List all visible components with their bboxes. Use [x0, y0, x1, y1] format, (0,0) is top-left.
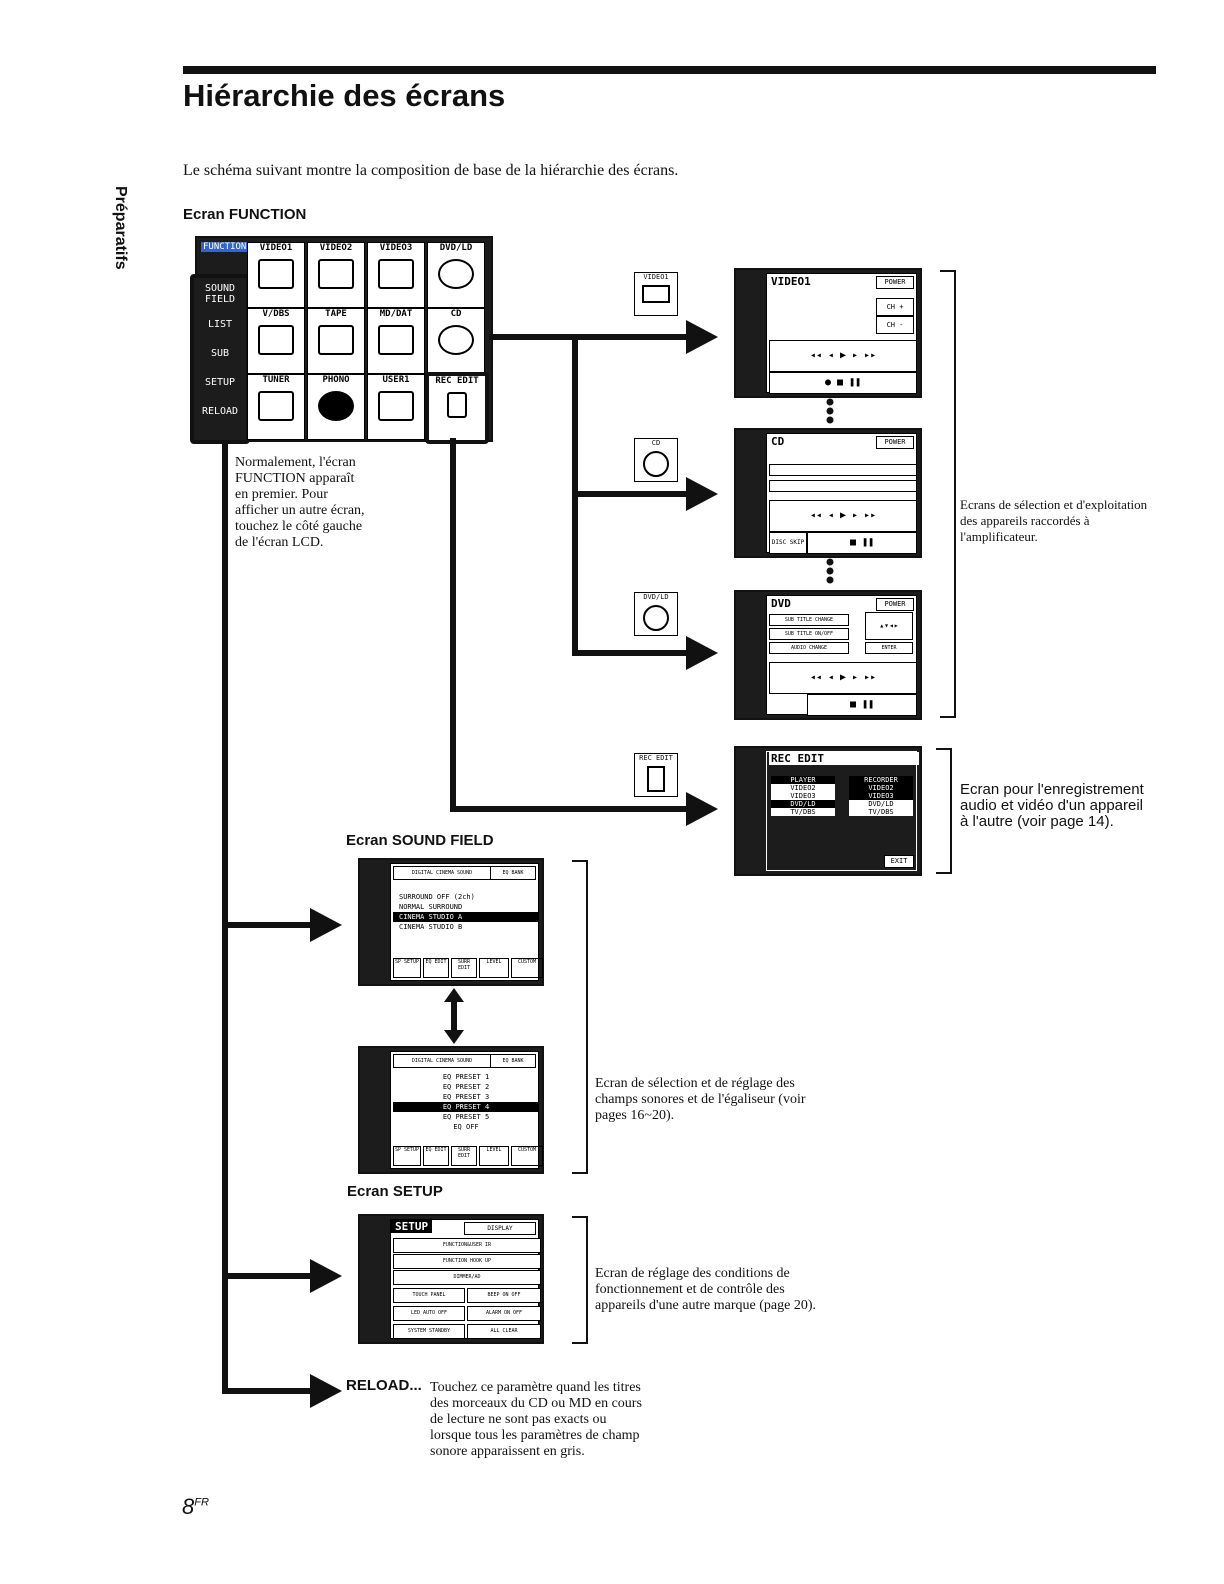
display-button[interactable]: DISPLAY	[464, 1222, 536, 1235]
video1-title: VIDEO1	[771, 275, 811, 288]
arrow-right-icon	[310, 1374, 342, 1408]
cell-tape[interactable]: TAPE	[307, 308, 365, 374]
recorder-item[interactable]: VIDEO3	[849, 792, 913, 800]
sound-field-buttons	[393, 958, 543, 978]
list-item[interactable]: SURROUND OFF (2ch)	[399, 893, 475, 901]
custom-button[interactable]: CUSTOM	[511, 958, 543, 978]
setup-note: Ecran de réglage des conditions de fonctionnement et de contrôle des appareils d'une autre marque (page 20).	[595, 1266, 816, 1313]
exit-button[interactable]: EXIT	[884, 855, 914, 868]
recorder-column	[849, 776, 913, 816]
cell-dvd-ld[interactable]: DVD/LD	[427, 242, 485, 308]
list-item[interactable]: EQ PRESET 3	[442, 1093, 490, 1101]
player-column	[771, 776, 835, 816]
arrow-right-icon	[686, 320, 718, 354]
reload-branch	[222, 1388, 312, 1394]
list-item[interactable]: NORMAL SURROUND	[399, 903, 463, 911]
setup-title: SETUP	[391, 1220, 432, 1233]
level-button[interactable]: LEVEL	[479, 958, 509, 978]
cd-small-icon: CD	[634, 438, 678, 482]
md-icon	[378, 325, 414, 355]
vcr-icon	[258, 259, 294, 289]
player-item[interactable]: TV/DBS	[790, 808, 816, 816]
power-button[interactable]: POWER	[876, 276, 914, 289]
surr-edit-button[interactable]: SURR EDIT	[451, 958, 477, 978]
cell-user1[interactable]: USER1	[367, 374, 425, 440]
setup-screen	[358, 1214, 544, 1344]
arrow-right-icon	[686, 477, 718, 511]
alarm-toggle-button[interactable]: ALARM ON OFF	[467, 1306, 541, 1321]
video1-screen	[734, 268, 922, 398]
transport-controls[interactable]: ◂◂ ◂ ▶ ▸ ▸▸	[769, 340, 917, 372]
dvd-small-icon: DVD/LD	[634, 592, 678, 636]
custom-button[interactable]: CUSTOM	[511, 1146, 543, 1166]
cassette-icon	[318, 325, 354, 355]
devices-note: Ecrans de sélection et d'exploitation des appareils raccordés à l'amplificateur.	[960, 497, 1148, 544]
side-tab: Préparatifs	[112, 186, 129, 270]
cd-branch	[572, 491, 688, 497]
sound-field-list	[393, 892, 539, 932]
intro-text: Le schéma suivant montre la composition de base de la hiérarchie des écrans.	[183, 162, 679, 179]
function-hook-up-button[interactable]: FUNCTION HOOK UP	[393, 1254, 541, 1269]
cd-title: CD	[771, 435, 785, 448]
cell-video3[interactable]: VIDEO3	[367, 242, 425, 308]
sound-field-screen-1	[358, 858, 544, 986]
eq-bank-tab[interactable]: EQ BANK	[490, 866, 536, 880]
sp-setup-button[interactable]: SP SETUP	[393, 1146, 421, 1166]
vcr-icon	[378, 259, 414, 289]
section-sound-field: Ecran SOUND FIELD	[346, 832, 494, 849]
recorder-item[interactable]: VIDEO2	[849, 784, 913, 792]
monitor-icon	[378, 391, 414, 421]
recedit-note: Ecran pour l'enregistrement audio et vidéo d'un appareil à l'autre (voir page 14).	[960, 781, 1144, 830]
player-item[interactable]: VIDEO2	[790, 784, 816, 792]
digital-cinema-sound-tab[interactable]: DIGITAL CINEMA SOUND	[393, 1054, 491, 1068]
sound-branch	[222, 922, 312, 928]
title-rule	[183, 66, 1156, 74]
list-item[interactable]: CINEMA STUDIO A	[393, 912, 539, 922]
arrow-right-icon	[686, 792, 718, 826]
cd-level-bar	[769, 480, 917, 492]
recorder-item[interactable]: TV/DBS	[868, 808, 894, 816]
menu-sub[interactable]: SUB	[210, 348, 230, 359]
cell-cd[interactable]: CD	[427, 308, 485, 374]
rec-edit-icon	[447, 392, 467, 418]
list-item[interactable]: CINEMA STUDIO B	[399, 923, 463, 931]
setup-branch	[222, 1273, 312, 1279]
list-item[interactable]: EQ PRESET 2	[442, 1083, 490, 1091]
beep-toggle-button[interactable]: BEEP ON OFF	[467, 1288, 541, 1303]
cell-tuner[interactable]: TUNER	[247, 374, 305, 440]
cell-md-dat[interactable]: MD/DAT	[367, 308, 425, 374]
left-trunk-line	[222, 440, 228, 1390]
dvd-title: DVD	[771, 597, 791, 610]
recorder-item[interactable]: DVD/LD	[868, 800, 894, 808]
reload-note: Touchez ce paramètre quand les titres des morceaux du CD ou MD en cours de lecture ne sont pas exacts ou lorsque tous les paramètres de champ sonore apparaissent en gris.	[430, 1380, 642, 1459]
section-setup: Ecran SETUP	[347, 1183, 443, 1200]
list-item[interactable]: EQ PRESET 4	[393, 1102, 539, 1112]
devices-bracket	[940, 270, 956, 718]
eq-edit-button[interactable]: EQ EDIT	[423, 958, 449, 978]
eq-edit-button[interactable]: EQ EDIT	[423, 1146, 449, 1166]
list-item[interactable]: EQ PRESET 1	[442, 1073, 490, 1081]
surr-edit-button[interactable]: SURR EDIT	[451, 1146, 477, 1166]
sound-field-buttons	[393, 1146, 543, 1166]
level-button[interactable]: LEVEL	[479, 1146, 509, 1166]
disc-skip-button[interactable]: DISC SKIP	[769, 532, 807, 554]
ellipsis-dots-icon	[824, 558, 836, 584]
record-controls[interactable]: ● ■ ❚❚	[769, 372, 917, 394]
digital-cinema-sound-tab[interactable]: DIGITAL CINEMA SOUND	[393, 866, 491, 880]
function-screen	[195, 236, 493, 442]
tv-icon	[258, 325, 294, 355]
menu-sound-field[interactable]: SOUND FIELD	[204, 283, 236, 305]
recorder-label: RECORDER	[849, 776, 913, 784]
eq-bank-tab[interactable]: EQ BANK	[490, 1054, 536, 1068]
dvd-screen	[734, 590, 922, 720]
function-tab[interactable]: FUNCTION	[203, 242, 247, 252]
list-item[interactable]: EQ PRESET 5	[442, 1113, 490, 1121]
cell-tv-dbs[interactable]: V/DBS	[247, 308, 305, 374]
function-menu	[190, 274, 250, 444]
device-branch	[489, 334, 689, 340]
sub-title-onoff-button[interactable]: SUB TITLE ON/OFF	[769, 628, 849, 640]
section-function: Ecran FUNCTION	[183, 206, 307, 223]
eq-preset-list	[393, 1072, 539, 1132]
stop-pause-controls[interactable]: ■ ❚❚	[807, 694, 917, 716]
recedit-bracket	[936, 748, 952, 874]
system-standby-button[interactable]: SYSTEM STANDBY	[393, 1324, 465, 1339]
arrow-right-icon	[686, 636, 718, 670]
player-item[interactable]: DVD/LD	[771, 800, 835, 808]
player-label: PLAYER	[771, 776, 835, 784]
page-title: Hiérarchie des écrans	[183, 78, 506, 113]
cd-screen	[734, 428, 922, 558]
function-user-ir-button[interactable]: FUNCTION&USER IR	[393, 1238, 541, 1253]
setup-bracket	[572, 1216, 588, 1344]
page-number: $8^{FR}$	[182, 1494, 209, 1519]
double-arrow-icon	[444, 988, 464, 1044]
recedit-title: REC EDIT	[769, 752, 919, 765]
power-button[interactable]: POWER	[876, 598, 914, 611]
record-icon	[318, 391, 354, 421]
transport-controls[interactable]: ◂◂ ◂ ▶ ▸ ▸▸	[769, 662, 917, 694]
menu-setup[interactable]: SETUP	[204, 377, 236, 388]
vcr-icon	[318, 259, 354, 289]
cursor-pad[interactable]: ▴▾◂▸	[865, 612, 913, 640]
cell-video2[interactable]: VIDEO2	[307, 242, 365, 308]
disc-icon	[438, 259, 474, 289]
cell-rec-edit[interactable]: REC EDIT	[425, 372, 489, 444]
arrow-right-icon	[310, 908, 342, 942]
tuner-icon	[258, 391, 294, 421]
recedit-small-icon: REC EDIT	[634, 753, 678, 797]
transport-controls[interactable]: ◂◂ ◂ ▶ ▸ ▸▸	[769, 500, 917, 532]
arrow-right-icon	[310, 1259, 342, 1293]
dvd-branch	[572, 650, 688, 656]
ellipsis-dots-icon	[824, 398, 836, 424]
menu-list[interactable]: LIST	[207, 319, 233, 330]
touch-panel-button[interactable]: TOUCH PANEL	[393, 1288, 465, 1303]
led-auto-off-button[interactable]: LED AUTO OFF	[393, 1306, 465, 1321]
menu-reload[interactable]: RELOAD	[201, 406, 239, 417]
section-reload: RELOAD...	[346, 1377, 422, 1394]
cell-phono[interactable]: PHONO	[307, 374, 365, 440]
ch-up-button[interactable]: CH +	[876, 298, 914, 316]
dimmer-button[interactable]: DIMMER/AD	[393, 1270, 541, 1285]
sound-bracket	[572, 860, 588, 1174]
sub-title-change-button[interactable]: SUB TITLE CHANGE	[769, 614, 849, 626]
cell-video1[interactable]: VIDEO1	[247, 242, 305, 308]
sound-note: Ecran de sélection et de réglage des champs sonores et de l'égaliseur (voir pages 16~20).	[595, 1076, 806, 1123]
video1-small-icon: VIDEO1	[634, 272, 678, 316]
sound-field-screen-2	[358, 1046, 544, 1174]
rec-edit-branch	[450, 806, 688, 812]
recedit-screen	[734, 746, 922, 876]
ch-down-button[interactable]: CH -	[876, 316, 914, 334]
enter-button[interactable]: ENTER	[865, 642, 913, 654]
cd-progress-bar	[769, 464, 917, 476]
power-button[interactable]: POWER	[876, 436, 914, 449]
all-clear-button[interactable]: ALL CLEAR	[467, 1324, 541, 1339]
audio-change-button[interactable]: AUDIO CHANGE	[769, 642, 849, 654]
sp-setup-button[interactable]: SP SETUP	[393, 958, 421, 978]
disc-icon	[438, 325, 474, 355]
rec-edit-line	[450, 438, 456, 810]
function-note: Normalement, l'écran FUNCTION apparaît en premier. Pour afficher un autre écran, touchez le côté gauche de l'écran LCD.	[235, 455, 365, 550]
list-item[interactable]: EQ OFF	[453, 1123, 479, 1131]
player-item[interactable]: VIDEO3	[790, 792, 816, 800]
stop-pause-controls[interactable]: ■ ❚❚	[807, 532, 917, 554]
